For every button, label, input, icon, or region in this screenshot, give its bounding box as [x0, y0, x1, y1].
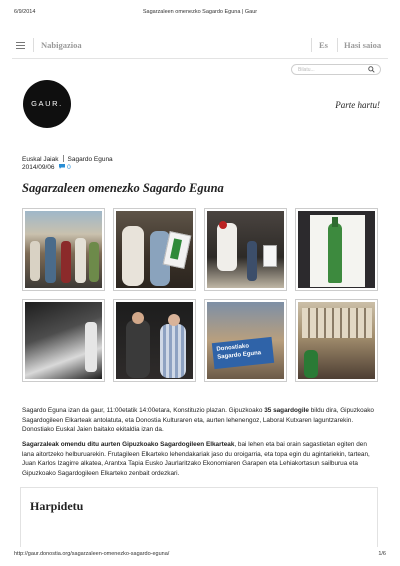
subscribe-heading: Harpidetu [30, 499, 84, 513]
login-link[interactable]: Hasi saioa [344, 40, 382, 50]
nav-divider [311, 38, 312, 52]
plaza-crowd-photo[interactable] [295, 299, 378, 382]
print-page-number: 1/6 [378, 551, 386, 557]
post-meta [22, 164, 71, 171]
nav-menu-link[interactable]: Nabigazioa [41, 40, 82, 50]
subscribe-box [20, 487, 378, 547]
language-link[interactable]: Es [319, 40, 328, 50]
post-date: 2014/09/06 [22, 164, 55, 171]
print-title: Sagarzaleen omenezko Sagardo Eguna | Gaur [142, 9, 258, 15]
award-presentation-photo[interactable] [113, 208, 196, 291]
comments-link[interactable] [59, 164, 70, 171]
category-link[interactable]: Euskal Jaiak [22, 156, 59, 163]
post-title: Sagarzaleen omenezko Sagardo Eguna [22, 181, 224, 195]
comment-icon [59, 164, 65, 169]
article-paragraph-2 [22, 440, 378, 478]
search-placeholder: Bilatu... [298, 67, 315, 73]
print-url: http://gaur.donostia.org/sagarzaleen-omenezko-sagardo-eguna/ [14, 551, 170, 557]
paragraph-text: Sagardo Eguna izan da gaur, 11:00etatik 14:00etara, Konstituzio plazan. Gipuzkoako [22, 407, 265, 414]
paragraph-text: bildu dira, Gipuzkoako Sagardogileen Elkarteak antolatuta, eta Donostia Kulturaren eta, aurten lehenengoz, Laboral Kutxaren laguntzarekin. Donostiako Euskal Jaien baitako ekitaldia izan da. [22, 407, 374, 434]
print-date: 6/9/2014 [14, 9, 36, 15]
speakers-stage-photo[interactable] [113, 299, 196, 382]
crowd-toast-photo[interactable] [22, 208, 105, 291]
sign-text: Donostiako Sagardo Eguna [212, 337, 274, 369]
paragraph-bold: Sagarzaleak omendu ditu aurten Gipuzkoako Sagardogileen Elkarteak [22, 441, 235, 448]
paragraph-bold: 35 sagardogile [264, 407, 309, 414]
participate-link[interactable]: Parte hartu! [335, 100, 380, 110]
gaur-logo[interactable]: GAUR. [23, 80, 71, 128]
post-categories [22, 155, 113, 163]
article-paragraph-1 [22, 406, 378, 435]
tent-interior-photo[interactable] [22, 299, 105, 382]
cider-poster-photo[interactable] [295, 208, 378, 291]
tag-link[interactable]: Sagardo Eguna [67, 156, 113, 163]
nav-divider [337, 38, 338, 52]
dancer-stage-photo[interactable] [204, 208, 287, 291]
comment-count: 0 [67, 164, 71, 171]
search-input[interactable] [291, 64, 381, 75]
hamburger-icon[interactable] [16, 42, 25, 49]
navbar [12, 33, 388, 59]
print-header [0, 9, 400, 19]
search-icon[interactable] [368, 66, 375, 73]
paragraph-text: , bai lehen eta bai orain sagastietan egiten den lana aitortzeko helburuarekin. Frutagileen Elkarteko lehendakariak jaso du oroigarria, eta topa egin du agintariekin, tartean, Juan Karlos Izagirre alkatea, Arantxa Tapia Eusko Jaurlaritzako Ekonomiaren Garapen eta Lehiakortasun sailburua eta Gipuzkoako Sagardogileen Elkarteko zenbait ordezkari. [22, 441, 370, 477]
nav-divider [33, 38, 34, 52]
donostiako-sign-photo[interactable] [204, 299, 287, 382]
